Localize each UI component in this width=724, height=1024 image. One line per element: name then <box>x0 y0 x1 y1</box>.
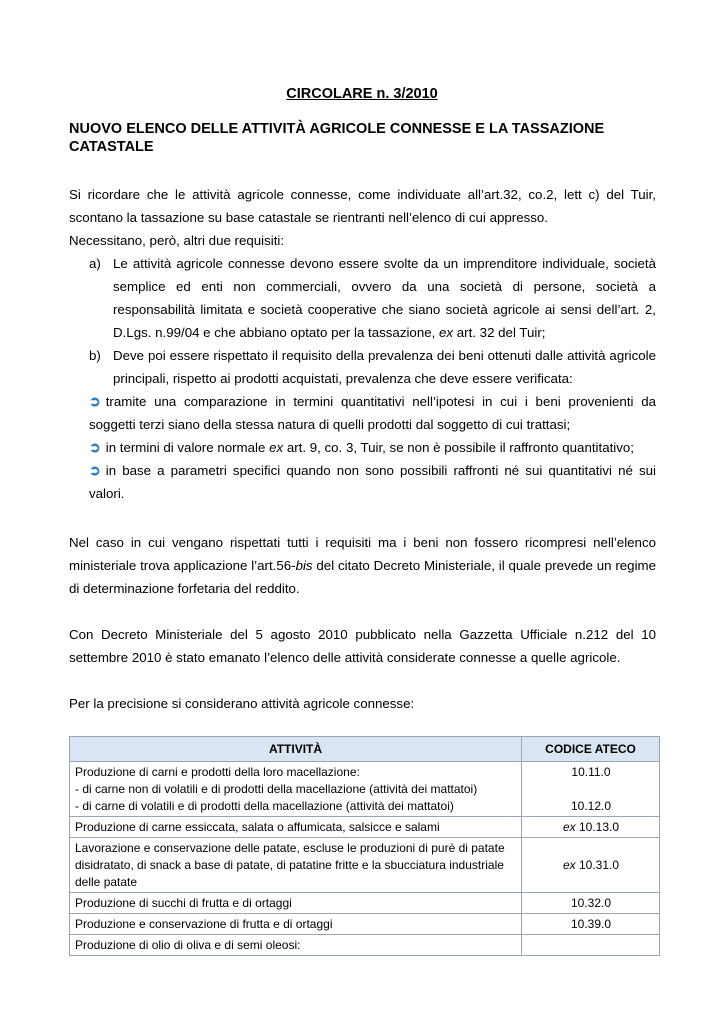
list-item-a-text-end: art. 32 del Tuir; <box>456 325 546 340</box>
paragraph-elenco-pre: Nel caso in cui vengano rispettati tutti i requisiti ma i beni non fossero ricompresi nell’elenco ministeriale trova applicazione l’art.56- <box>69 535 656 573</box>
list-label-b: b) <box>89 348 101 363</box>
table-cell-activity <box>70 762 522 817</box>
table-cell-code: 10.32.0 <box>522 893 660 914</box>
column-header-attivita: ATTIVITÀ <box>70 737 522 762</box>
row-sub-item: - di carne non di volatili e di prodotti della macellazione (attività dei mattatoi) <box>75 782 478 796</box>
document-title: CIRCOLARE n. 3/2010 <box>286 86 438 102</box>
table-row <box>70 762 660 817</box>
paragraph-requisiti: Necessitano, però, altri due requisiti: <box>69 233 285 248</box>
table-cell-activity: Produzione di succhi di frutta e di ortaggi <box>70 893 522 914</box>
list-item-a-ex: ex <box>439 325 454 340</box>
bullet-valore-text-post: art. 9, co. 3, Tuir, se non è possibile il raffronto quantitativo; <box>286 440 634 455</box>
list-item-a-text: Le attività agricole connesse devono essere svolte da un imprenditore individuale, società semplice ed enti non commerciali, ovvero da una società di persone, società a responsabilità limitata e società cooperative che siano società agricole ai sensi dell’art. 2, D.Lgs. n.99/04 e che abbiano optato per la tassazione, <box>113 256 656 340</box>
ateco-table <box>69 736 660 956</box>
arrow-right-circle-icon: ➲ <box>89 462 101 478</box>
table-row <box>70 935 660 956</box>
bullet-parametri <box>69 459 656 505</box>
table-cell-activity: Produzione di carne essiccata, salata o affumicata, salsicce e salami <box>70 817 522 838</box>
list-item-b-text: Deve poi essere rispettato il requisito della prevalenza dei beni ottenuti dalle attività agricole principali, rispetto ai prodotti acquistati, prevalenza che deve essere verificata: <box>113 348 656 386</box>
table-cell-code <box>522 762 660 817</box>
paragraph-intro: Si ricordare che le attività agricole connesse, come individuate all’art.32, co.2, lett c) del Tuir, scontano la tassazione su base catastale se rientranti nell’elenco di cui appresso. <box>69 187 656 225</box>
bullet-quantitative <box>69 390 656 436</box>
table-row <box>70 838 660 893</box>
arrow-right-circle-icon: ➲ <box>89 439 101 455</box>
paragraph-elenco-post: del citato Decreto Ministeriale, il quale prevede un regime di determinazione forfetaria del reddito. <box>69 558 656 596</box>
row-activity-text: Produzione di carni e prodotti della loro macellazione: <box>75 765 360 779</box>
bullet-valore-text-pre: in termini di valore normale <box>105 440 266 455</box>
table-cell-activity: Produzione e conservazione di frutta e di ortaggi <box>70 914 522 935</box>
row-sub-item: - di carne di volatili e di prodotti della macellazione (attività dei mattatoi) <box>75 799 454 813</box>
section-heading: NUOVO ELENCO DELLE ATTIVITÀ AGRICOLE CONNESSE E LA TASSAZIONE CATASTALE <box>69 121 605 155</box>
paragraph-elenco-ministeriale <box>69 531 656 600</box>
column-header-codice: CODICE ATECO <box>522 737 660 762</box>
row-code-ex: ex <box>562 858 576 872</box>
table-cell-code <box>522 838 660 893</box>
table-cell-code <box>522 935 660 956</box>
table-row <box>70 817 660 838</box>
table-cell-code <box>522 817 660 838</box>
paragraph-precisione: Per la precisione si considerano attività agricole connesse: <box>69 696 415 711</box>
list-item-b <box>69 344 656 390</box>
body-section-requisiti <box>69 183 656 505</box>
table-cell-code-spacer <box>527 781 655 798</box>
row-code-ex: ex <box>562 820 576 834</box>
bullet-quantitative-text: tramite una comparazione in termini quantitativi nell’ipotesi in cui i beni provenienti da soggetti terzi siano della stessa natura di quelli prodotti dal soggetto di cui trattasi; <box>89 394 656 432</box>
row-code-value: 10.31.0 <box>578 858 620 872</box>
bullet-parametri-text: in base a parametri specifici quando non sono possibili raffronti né sui quantitativi né sui valori. <box>89 463 656 501</box>
table-row <box>70 914 660 935</box>
row-code-value: 10.11.0 <box>571 765 611 779</box>
table-cell-activity: Lavorazione e conservazione delle patate, escluse le produzioni di purè di patate disidratato, di snack a base di patate, di patatine fritte e la sbucciatura industriale delle patate <box>70 838 522 893</box>
table-cell-code: 10.39.0 <box>522 914 660 935</box>
row-code-value: 10.12.0 <box>570 799 612 813</box>
list-label-a: a) <box>89 256 101 271</box>
table-row <box>70 893 660 914</box>
bullet-valore-normale <box>69 436 656 459</box>
paragraph-elenco-bis: bis <box>295 558 313 573</box>
arrow-right-circle-icon: ➲ <box>89 393 101 409</box>
row-code-value: 10.13.0 <box>578 820 620 834</box>
paragraph-decreto: Con Decreto Ministeriale del 5 agosto 2010 pubblicato nella Gazzetta Ufficiale n.212 del 10 settembre 2010 è stato emanato l’elenco delle attività considerate connesse a quelle agricole. <box>69 627 656 665</box>
bullet-valore-ex: ex <box>269 440 284 455</box>
table-cell-activity: Produzione di olio di oliva e di semi oleosi: <box>70 935 522 956</box>
list-item-a <box>69 252 656 344</box>
table-header-row <box>70 737 660 762</box>
